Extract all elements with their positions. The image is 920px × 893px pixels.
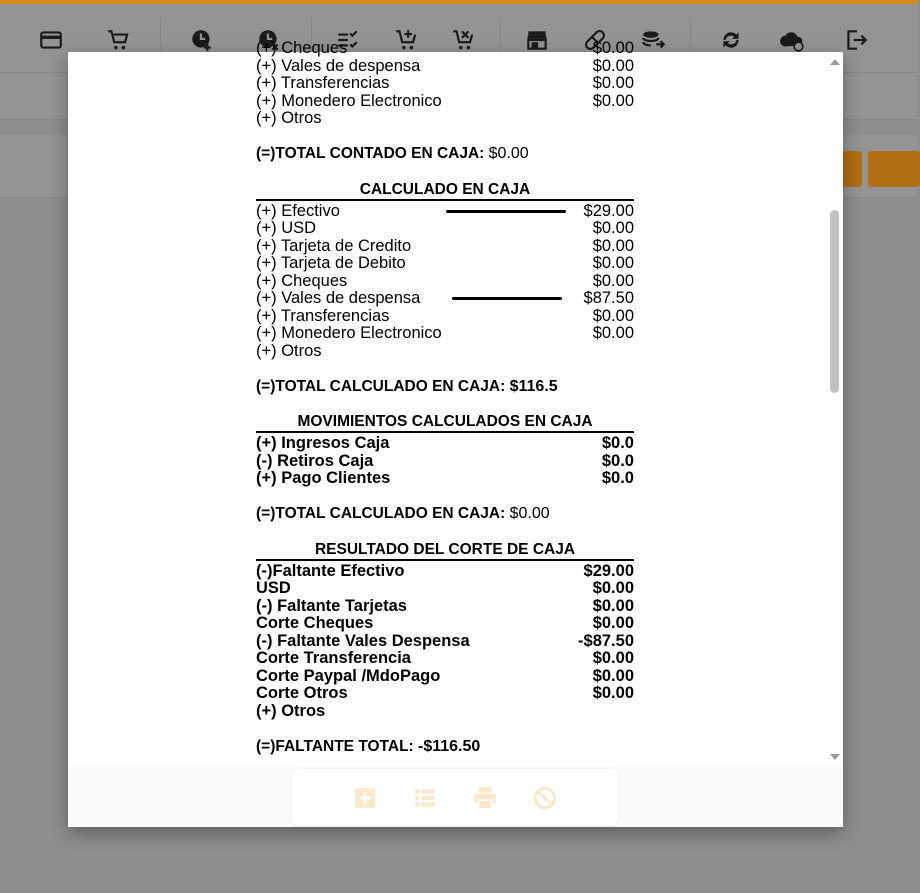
receipt-row: (-) Faltante Vales Despensa -$87.50 [256,631,634,650]
modal-footer [68,767,843,827]
section-title-movimientos: MOVIMIENTOS CALCULADOS EN CAJA [256,413,634,433]
vertical-scrollbar[interactable] [826,52,843,767]
receipt-row: (+) Vales de despensa $87.50 [256,289,634,307]
receipt-scroll-area[interactable] [68,39,843,767]
receipt-row: Corte Transferencia $0.00 [256,649,634,667]
receipt-row: (+) Monedero Electronico $0.00 [256,91,634,110]
cash-cut-receipt [256,40,634,756]
faltante-total: (=)FALTANTE TOTAL: -$116.50 [256,737,481,755]
top-section [256,40,634,128]
receipt-row: (+) Pago Clientes $0.0 [256,469,634,487]
credit-card-icon[interactable] [33,22,69,58]
background-clipboard-button [868,151,920,187]
resultado-section [256,563,634,721]
scroll-up-arrow-icon[interactable] [830,59,840,65]
section-title-resultado: RESULTADO DEL CORTE DE CAJA [256,541,634,561]
receipt-row: (-)Faltante Efectivo $29.00 [256,561,634,580]
receipt-row: (+) Otros [256,109,322,127]
receipt-row: Corte Paypal /MdoPago $0.00 [256,666,634,685]
receipt-row: (+) Monedero Electronico $0.00 [256,324,634,342]
pen-highlight-mark [446,210,566,213]
receipt-row: (-) Faltante Tarjetas $0.00 [256,596,634,615]
print-icon[interactable] [470,783,500,813]
receipt-row: (-) Retiros Caja $0.0 [256,451,634,470]
list-icon[interactable] [410,783,440,813]
receipt-row: (+) Tarjeta de Credito $0.00 [256,236,634,255]
receipt-row: (+) USD $0.00 [256,219,634,237]
total-calculado: (=)TOTAL CALCULADO EN CAJA: $116.5 [256,377,558,395]
calculado-section [256,203,634,361]
receipt-row: (+) Otros [256,341,322,360]
total-movimientos: (=)TOTAL CALCULADO EN CAJA: $0.00 [256,505,550,522]
section-title-calculado: CALCULADO EN CAJA [256,181,634,201]
receipt-row: (+) Tarjeta de Debito $0.00 [256,254,634,272]
receipt-row: (+) Otros [256,701,326,720]
receipt-row: (+) Cheques $0.00 [256,271,634,290]
receipt-row: Corte Otros $0.00 [256,684,634,702]
receipt-row: (+) Cheques $0.00 [256,39,634,57]
receipt-row: (+) Transferencias $0.00 [256,74,634,92]
scroll-down-arrow-icon[interactable] [830,754,840,760]
total-contado: (=)TOTAL CONTADO EN CAJA: $0.00 [256,145,529,162]
receipt-row: (+) Vales de despensa $0.00 [256,56,634,75]
receipt-row: (+) Transferencias $0.00 [256,306,634,325]
receipt-row: Corte Cheques $0.00 [256,614,634,632]
cancel-icon[interactable] [530,783,560,813]
logout-icon[interactable] [838,22,874,58]
receipt-row: (+) Efectivo $29.00 [256,201,634,220]
receipt-row: (+) Ingresos Caja $0.0 [256,434,634,452]
modal-action-bar [292,769,618,825]
cash-cut-modal [68,39,843,827]
add-box-icon[interactable] [350,783,380,813]
receipt-row: USD $0.00 [256,579,634,597]
movimientos-section [256,435,634,488]
pen-highlight-mark [452,297,562,300]
scrollbar-thumb[interactable] [830,210,839,393]
